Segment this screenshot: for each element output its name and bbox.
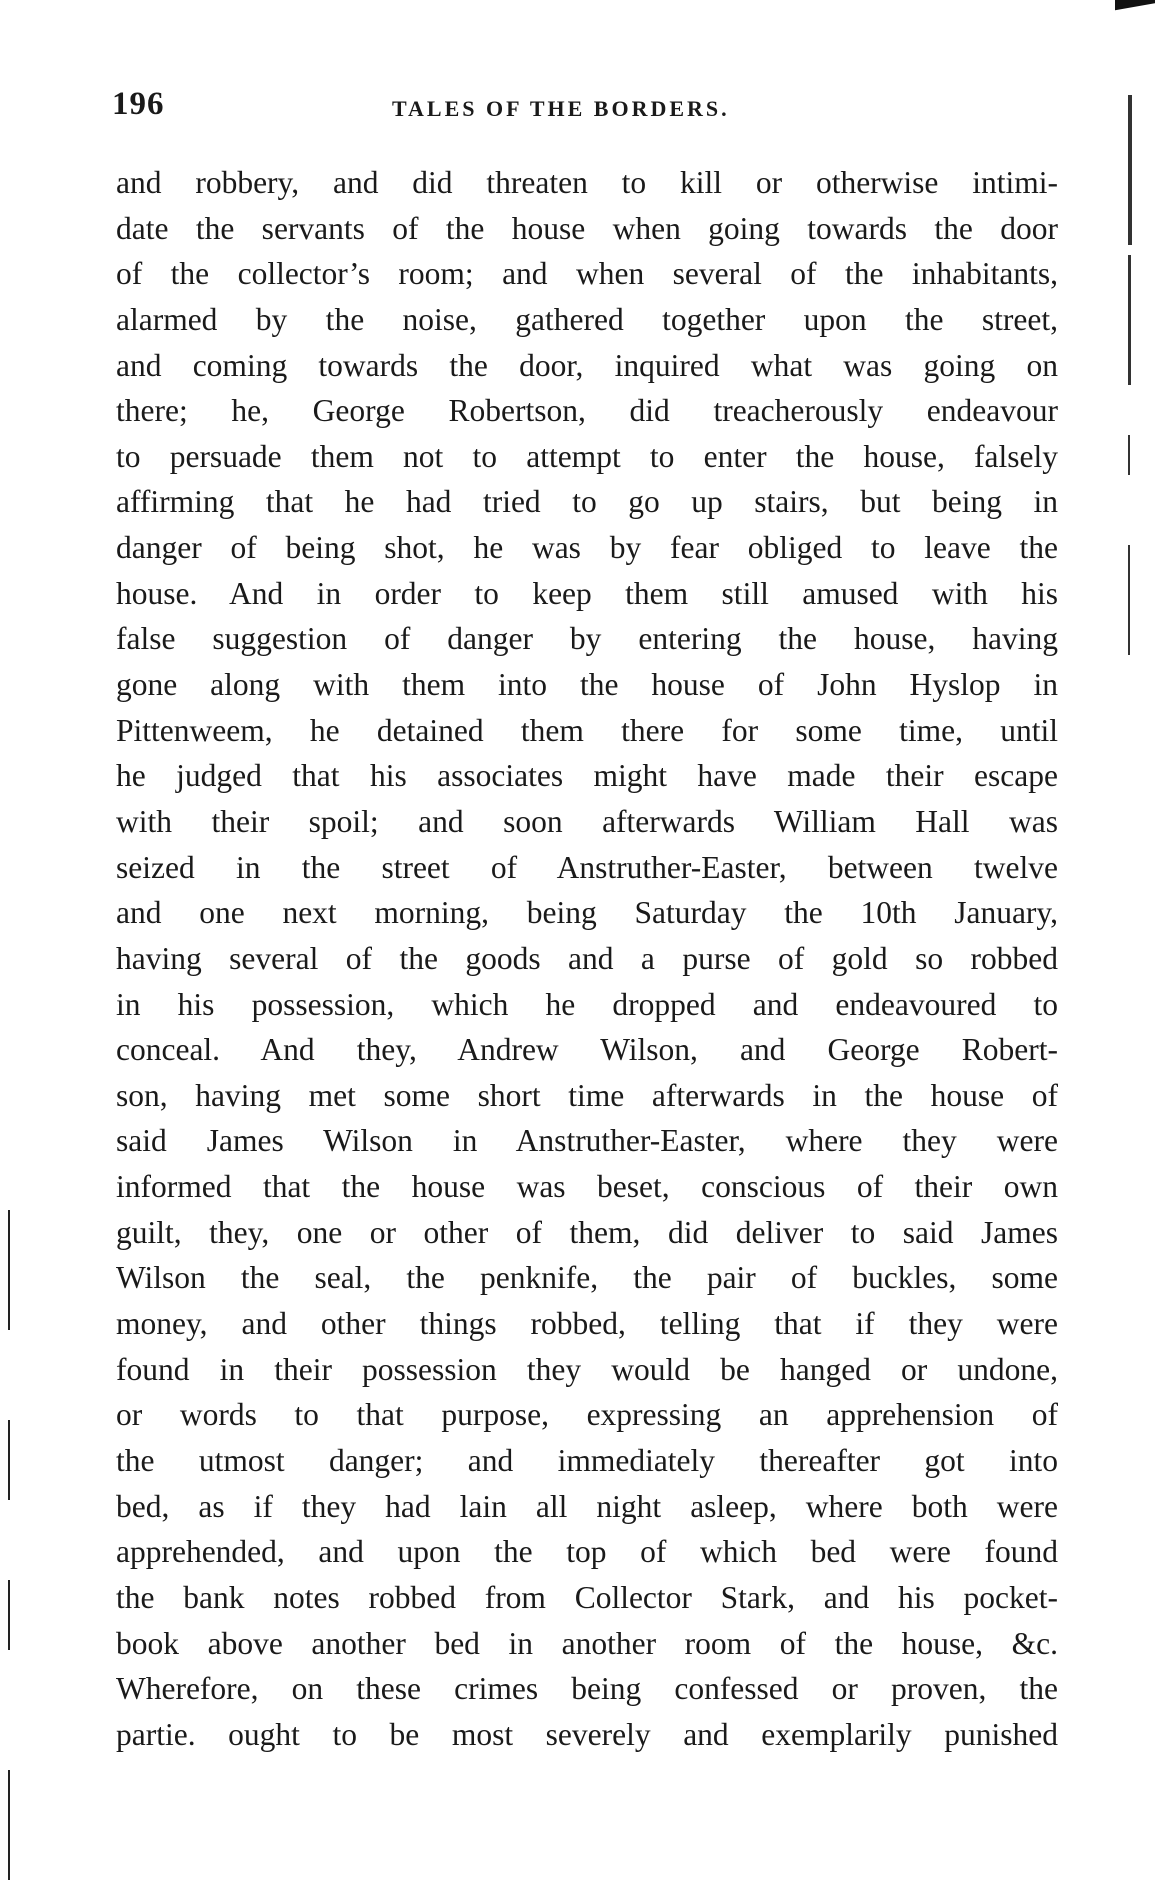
text-line: to persuade them not to attempt to enter the house, falsely bbox=[116, 438, 1058, 474]
text-line: there; he, George Robertson, did treacherously endeavour bbox=[116, 393, 1058, 429]
text-line: book above another bed in another room of the house, &c. bbox=[116, 1625, 1058, 1661]
text-line: said James Wilson in Anstruther-Easter, where they were bbox=[116, 1123, 1058, 1159]
scan-edge-left bbox=[8, 0, 14, 1895]
text-line: gone along with them into the house of John Hyslop in bbox=[116, 667, 1058, 703]
scan-mark bbox=[8, 1420, 10, 1500]
text-line: son, having met some short time afterwards in the house of bbox=[116, 1077, 1058, 1113]
text-line: bed, as if they had lain all night asleep, where both were bbox=[116, 1488, 1058, 1524]
text-line: in his possession, which he dropped and endeavoured to bbox=[116, 986, 1058, 1022]
text-line: affirming that he had tried to go up stairs, but being in bbox=[116, 484, 1058, 520]
text-line: the utmost danger; and immediately thereafter got into bbox=[116, 1442, 1058, 1478]
text-line: having several of the goods and a purse of gold so robbed bbox=[116, 940, 1058, 976]
running-head: TALES OF THE BORDERS. bbox=[392, 96, 730, 121]
scan-mark bbox=[8, 1580, 10, 1650]
text-line: seized in the street of Anstruther-Easter, between twelve bbox=[116, 849, 1058, 885]
text-line: or words to that purpose, expressing an apprehension of bbox=[116, 1397, 1058, 1433]
text-line: Wilson the seal, the penknife, the pair of buckles, some bbox=[116, 1260, 1058, 1296]
text-line: partie. ought to be most severely and exemplarily punished bbox=[116, 1716, 1058, 1752]
text-line: money, and other things robbed, telling that if they were bbox=[116, 1306, 1058, 1342]
text-line: informed that the house was beset, conscious of their own bbox=[116, 1169, 1058, 1205]
text-line: false suggestion of danger by entering the house, having bbox=[116, 621, 1058, 657]
scan-corner-mark bbox=[1115, 0, 1155, 18]
text-line: the bank notes robbed from Collector Stark, and his pocket- bbox=[116, 1579, 1058, 1615]
scan-mark bbox=[1128, 255, 1131, 385]
scan-mark bbox=[1128, 435, 1130, 475]
text-line: Wherefore, on these crimes being confessed or proven, the bbox=[116, 1671, 1058, 1707]
text-line: date the servants of the house when going towards the door bbox=[116, 210, 1058, 246]
page-header bbox=[112, 86, 1052, 136]
scan-mark bbox=[8, 1210, 10, 1330]
text-line: guilt, they, one or other of them, did deliver to said James bbox=[116, 1214, 1058, 1250]
scan-mark bbox=[8, 1770, 10, 1880]
body-text bbox=[116, 160, 1058, 1757]
text-line: and coming towards the door, inquired what was going on bbox=[116, 347, 1058, 383]
text-line: danger of being shot, he was by fear obliged to leave the bbox=[116, 530, 1058, 566]
text-line: with their spoil; and soon afterwards William Hall was bbox=[116, 803, 1058, 839]
text-line: and one next morning, being Saturday the 10th January, bbox=[116, 895, 1058, 931]
text-line: Pittenweem, he detained them there for some time, until bbox=[116, 712, 1058, 748]
scan-mark bbox=[1128, 545, 1130, 655]
scan-mark bbox=[1128, 95, 1132, 245]
text-line: and robbery, and did threaten to kill or otherwise intimi- bbox=[116, 165, 1058, 200]
binding-shadow bbox=[1128, 95, 1134, 1875]
page-number: 196 bbox=[112, 86, 165, 122]
text-line: found in their possession they would be hanged or undone, bbox=[116, 1351, 1058, 1387]
text-line: apprehended, and upon the top of which bed were found bbox=[116, 1534, 1058, 1570]
text-line: house. And in order to keep them still amused with his bbox=[116, 575, 1058, 611]
text-line: conceal. And they, Andrew Wilson, and George Robert- bbox=[116, 1032, 1058, 1068]
text-line: alarmed by the noise, gathered together upon the street, bbox=[116, 301, 1058, 337]
text-line: of the collector’s room; and when several of the inhabitants, bbox=[116, 256, 1058, 292]
text-line: he judged that his associates might have made their escape bbox=[116, 758, 1058, 794]
